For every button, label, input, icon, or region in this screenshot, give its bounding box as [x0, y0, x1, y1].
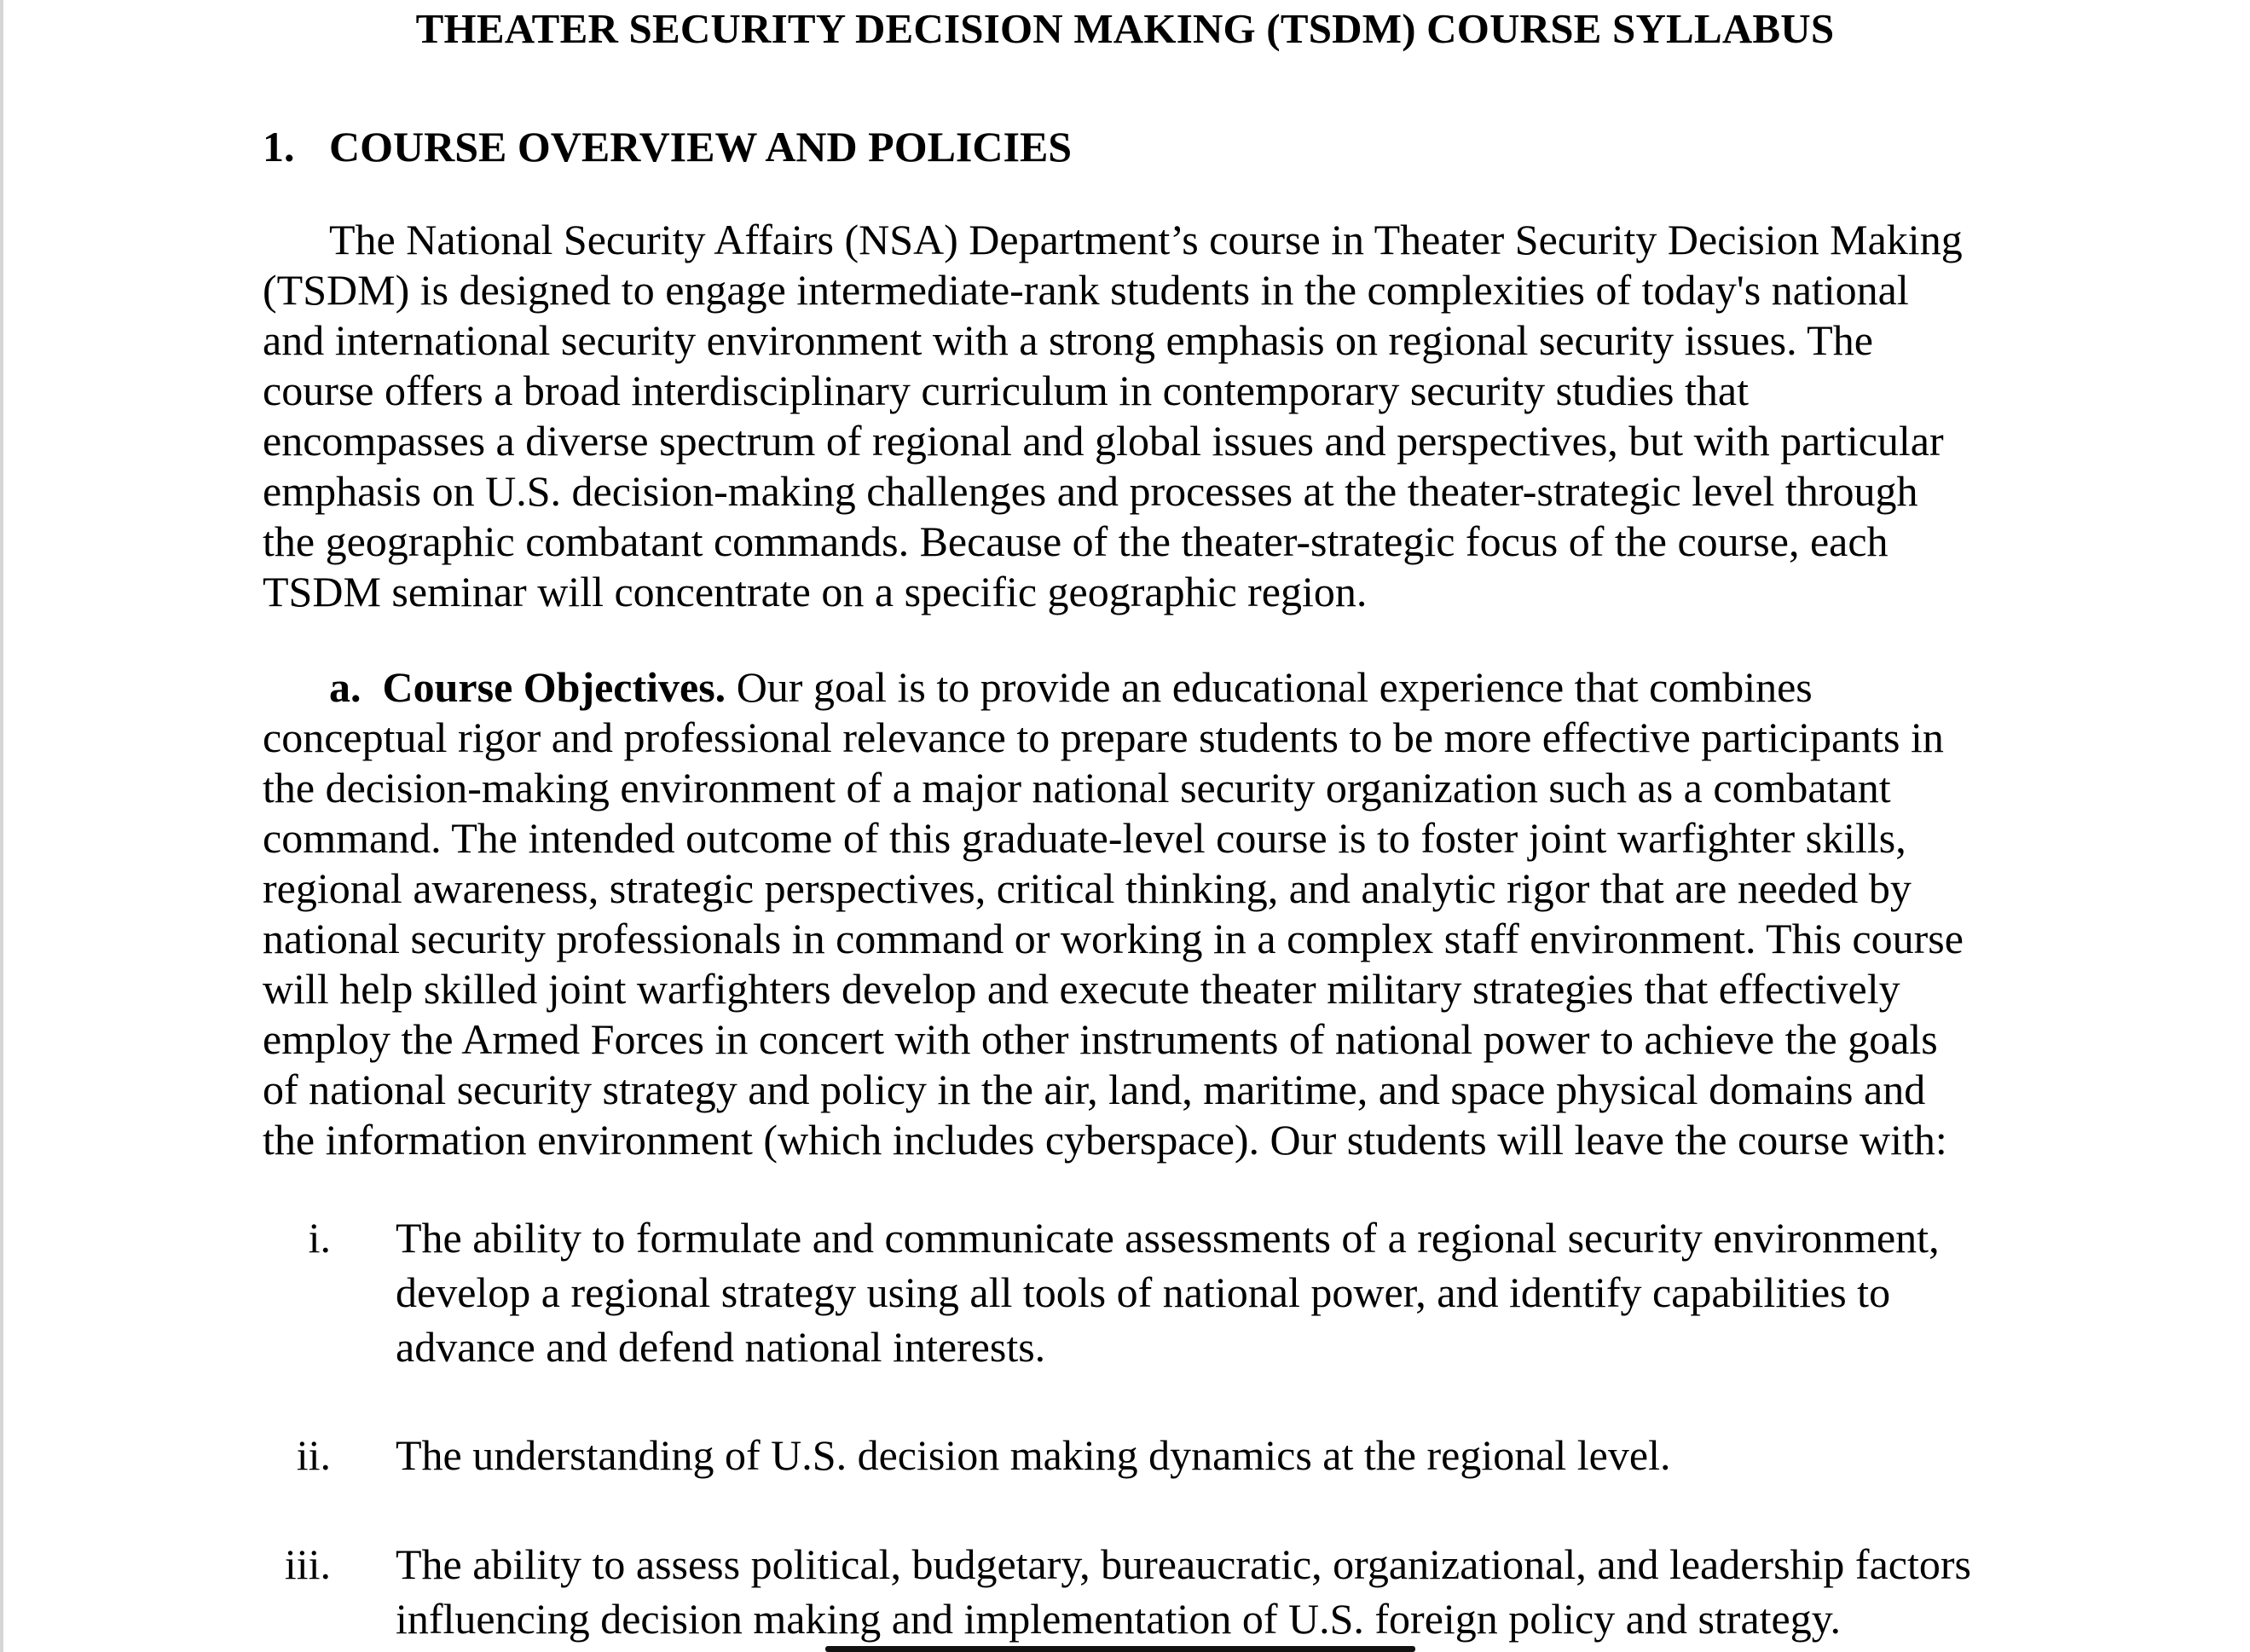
- paragraph-line: of national security strategy and policy in the air, land, maritime, and space physical domains and: [263, 1066, 1926, 1113]
- paragraph-line: regional awareness, strategic perspectives, critical thinking, and analytic rigor that are needed by: [263, 864, 1912, 912]
- list-marker: i.: [308, 1214, 331, 1262]
- list-item-text: [396, 1210, 1940, 1374]
- list-marker: iii.: [284, 1540, 331, 1588]
- list-item-text: [396, 1537, 1971, 1646]
- paragraph-line: the decision-making environment of a major national security organization such as a combatant: [263, 764, 1891, 812]
- section-number: 1.: [263, 123, 295, 170]
- paragraph-line: will help skilled joint warfighters develop and execute theater military strategies that effectively: [263, 965, 1900, 1013]
- list-marker: ii.: [296, 1431, 331, 1479]
- paragraph-line: TSDM seminar will concentrate on a specific geographic region.: [263, 568, 1368, 615]
- paragraph-line: the geographic combatant commands. Because of the theater-strategic focus of the course, each: [263, 517, 1888, 565]
- paragraph-line: The National Security Affairs (NSA) Department’s course in Theater Security Decision Making: [329, 216, 1963, 263]
- list-item-line: The understanding of U.S. decision making dynamics at the regional level.: [396, 1431, 1671, 1479]
- overview-paragraph: [263, 215, 2053, 617]
- objectives-first-line: [263, 662, 2053, 713]
- paragraph-line: the information environment (which includes cyberspace). Our students will leave the course with:: [263, 1116, 1947, 1164]
- paragraph-line: command. The intended outcome of this graduate-level course is to foster joint warfighter skills,: [263, 814, 1906, 862]
- list-item-line: The ability to assess political, budgetary, bureaucratic, organizational, and leadership factors: [396, 1540, 1971, 1588]
- objectives-first-line-text: Our goal is to provide an educational experience that combines: [726, 663, 1813, 711]
- section-heading-text: COURSE OVERVIEW AND POLICIES: [329, 123, 1073, 170]
- objectives-marker: a.: [329, 663, 362, 711]
- list-item-line: advance and defend national interests.: [396, 1323, 1046, 1371]
- paragraph-line: course offers a broad interdisciplinary curriculum in contemporary security studies that: [263, 367, 1749, 414]
- objectives-title: Course Objectives.: [382, 663, 726, 711]
- list-item-text: [396, 1428, 1670, 1482]
- paragraph-line: emphasis on U.S. decision-making challenges and processes at the theater-strategic level through: [263, 467, 1918, 515]
- paragraph-line: (TSDM) is designed to engage intermediate-rank students in the complexities of today's national: [263, 266, 1909, 314]
- home-indicator-bar[interactable]: [825, 1646, 1415, 1652]
- document-title: THEATER SECURITY DECISION MAKING (TSDM) COURSE SYLLABUS: [415, 5, 1835, 52]
- paragraph-line: and international security environment with a strong emphasis on regional security issues. The: [263, 316, 1873, 364]
- objectives-paragraph: [263, 662, 2053, 1165]
- list-item-line: develop a regional strategy using all tools of national power, and identify capabilities to: [396, 1268, 1891, 1316]
- paragraph-line: national security professionals in command or working in a complex staff environment. This course: [263, 915, 1964, 962]
- list-item-line: influencing decision making and implementation of U.S. foreign policy and strategy.: [396, 1595, 1841, 1643]
- paragraph-line: encompasses a diverse spectrum of regional and global issues and perspectives, but with particular: [263, 417, 1944, 465]
- list-item-line: The ability to formulate and communicate assessments of a regional security environment,: [396, 1214, 1940, 1262]
- paragraph-line: conceptual rigor and professional relevance to prepare students to be more effective participants in: [263, 713, 1944, 761]
- paragraph-line: employ the Armed Forces in concert with other instruments of national power to achieve the goals: [263, 1015, 1938, 1063]
- section-heading: [263, 121, 1072, 172]
